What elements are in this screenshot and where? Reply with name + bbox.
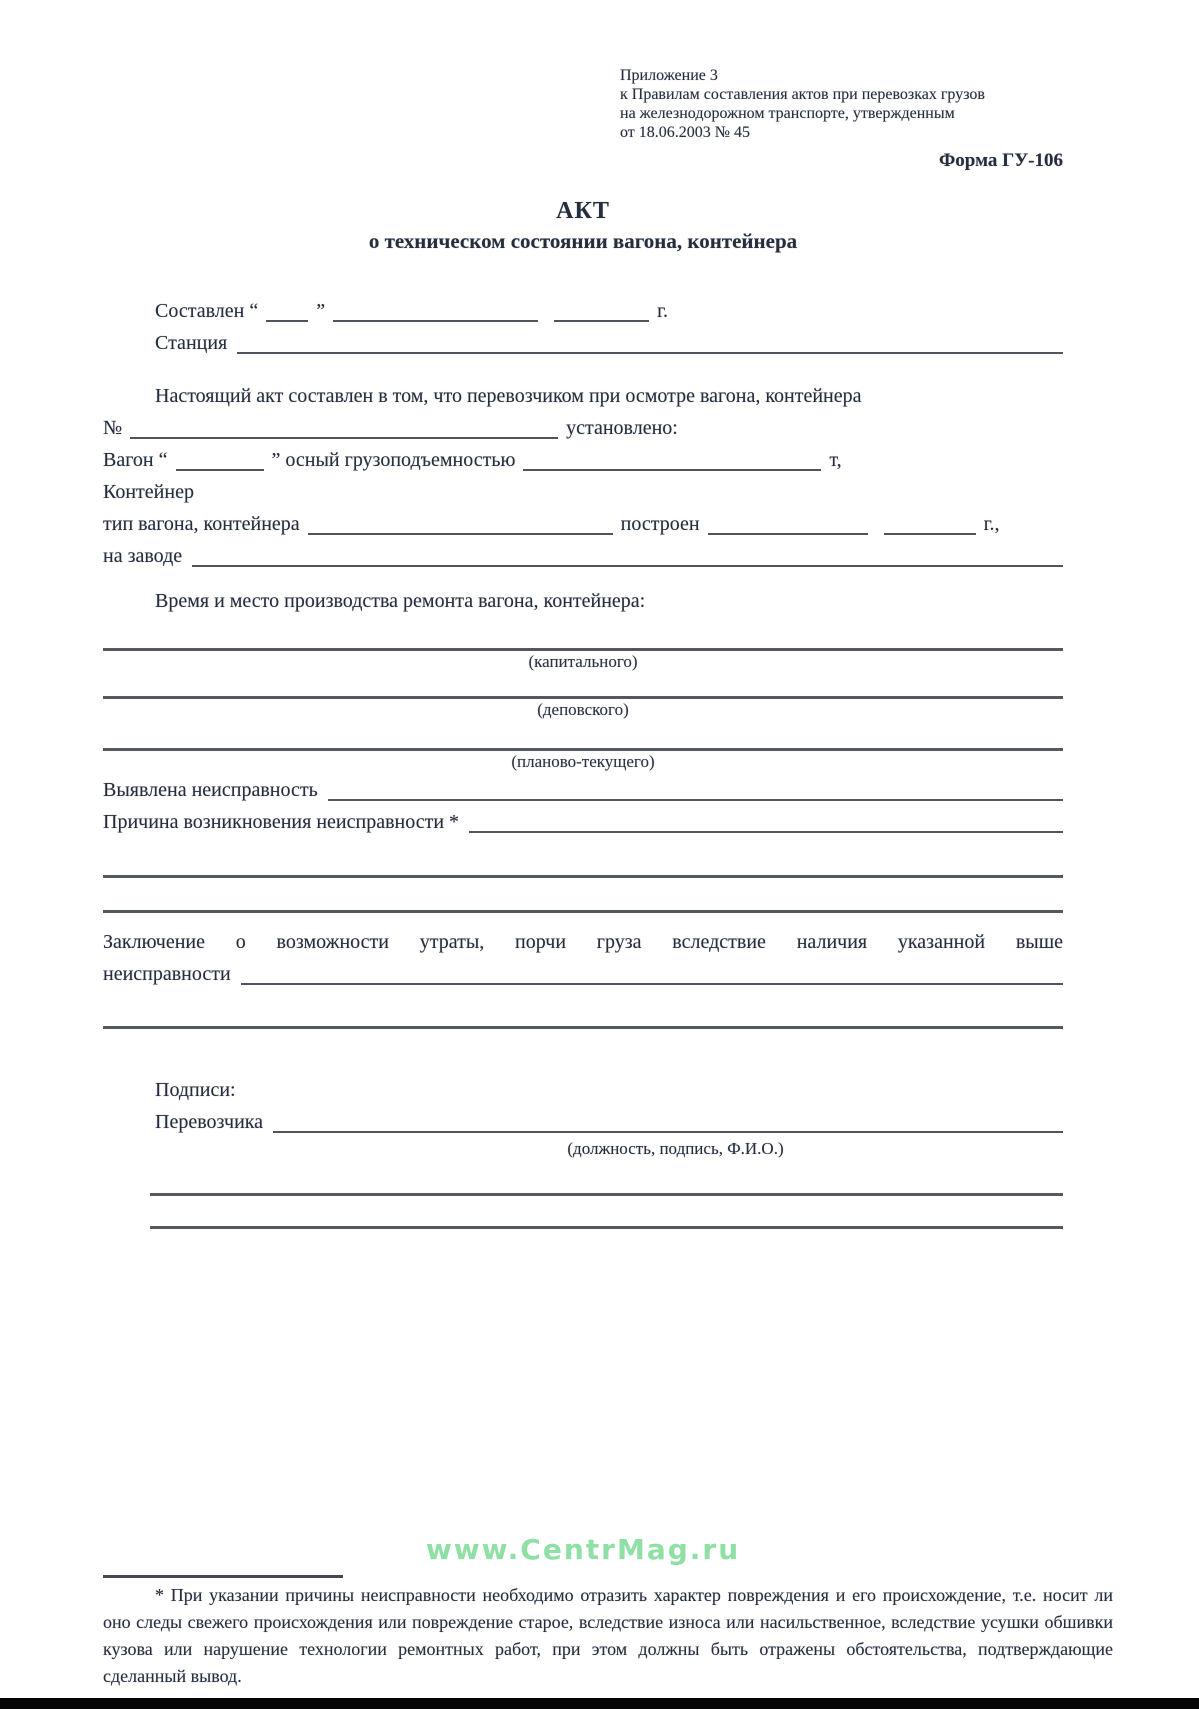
fill-line-type bbox=[308, 533, 613, 535]
fill-line-signature-2 bbox=[150, 1193, 1063, 1196]
carrier-row bbox=[103, 1106, 1063, 1138]
type-row bbox=[103, 508, 1063, 540]
fill-line-factory bbox=[192, 565, 1063, 567]
appendix-note-line: к Правилам составления актов при перевозках грузов bbox=[620, 86, 985, 103]
footnote-separator bbox=[103, 1575, 343, 1578]
form-code: Форма ГУ-106 bbox=[938, 150, 1063, 171]
built-year-suffix: г., bbox=[983, 513, 1000, 535]
footnote-text: * При указании причины неисправности необходимо отразить характер повреждения и его происхождение, т.е. носит ли оно следы свежего происхождения или повреждение старое, вследствие износа или насильственное, вследствие усушки обшивки кузова или нарушение технологии ремонтных работ, при этом должны быть отражены обстоятельства, подтверждающие сделанный вывод. bbox=[103, 1585, 1113, 1686]
fill-line-built-place bbox=[708, 533, 868, 535]
established-label: установлено: bbox=[566, 417, 678, 439]
container-row bbox=[103, 476, 1063, 508]
document-title: АКТ bbox=[556, 198, 610, 224]
wagon-row bbox=[103, 444, 1063, 476]
conclusion-row bbox=[103, 958, 1063, 990]
built-label: построен bbox=[620, 513, 700, 535]
fill-line-month bbox=[333, 320, 538, 322]
station-row bbox=[103, 327, 1063, 359]
fill-line-day bbox=[266, 320, 308, 322]
signatures-heading: Подписи: bbox=[155, 1079, 236, 1101]
malfunction-row bbox=[103, 774, 1063, 806]
carrier-label: Перевозчика bbox=[155, 1111, 264, 1133]
fill-line-conclusion bbox=[241, 983, 1063, 985]
fill-line-signature-3 bbox=[150, 1226, 1063, 1229]
caption-depot: (деповского) bbox=[537, 700, 629, 719]
signature-caption: (должность, подпись, Ф.И.О.) bbox=[567, 1139, 784, 1158]
caption-capital: (капитального) bbox=[528, 652, 638, 671]
container-label: Контейнер bbox=[103, 481, 194, 503]
composed-close-quote: ” bbox=[316, 300, 326, 322]
station-label: Станция bbox=[155, 332, 228, 354]
fill-line-blank-3 bbox=[103, 1026, 1063, 1029]
appendix-note-line: от 18.06.2003 № 45 bbox=[620, 124, 751, 141]
cause-label: Причина возникновения неисправности * bbox=[103, 811, 460, 833]
wagon-label: Вагон “ bbox=[103, 449, 168, 471]
composed-label: Составлен “ bbox=[155, 300, 259, 322]
number-row bbox=[103, 412, 1063, 444]
fill-line-malfunction bbox=[328, 799, 1063, 801]
conclusion-label: неисправности bbox=[103, 963, 231, 985]
conclusion-line: Заключение о возможности утраты, порчи груза вследствие наличия указанной выше bbox=[103, 931, 1063, 953]
number-label: № bbox=[103, 417, 123, 439]
type-label: тип вагона, контейнера bbox=[103, 513, 300, 535]
appendix-note-line: на железнодорожном транспорте, утвержденным bbox=[620, 105, 955, 122]
bottom-black-bar bbox=[0, 1698, 1199, 1709]
appendix-note-line: Приложение 3 bbox=[620, 67, 718, 84]
factory-label: на заводе bbox=[103, 545, 183, 567]
fill-line-axles bbox=[176, 469, 264, 471]
fill-line-blank-2 bbox=[103, 910, 1063, 913]
ton-suffix: т, bbox=[829, 449, 842, 471]
watermark-text: www.CentrMag.ru bbox=[425, 1533, 741, 1566]
year-suffix: г. bbox=[657, 300, 669, 322]
intro-paragraph: Настоящий акт составлен в том, что перевозчиком при осмотре вагона, контейнера bbox=[155, 385, 862, 407]
fill-line-station bbox=[237, 352, 1063, 354]
fill-line-blank-1 bbox=[103, 875, 1063, 878]
fill-line-capacity bbox=[523, 469, 821, 471]
composed-date-row bbox=[103, 295, 1063, 327]
malfunction-label: Выявлена неисправность bbox=[103, 779, 318, 801]
fill-line-carrier-signature bbox=[273, 1131, 1063, 1133]
fill-line-built-year bbox=[884, 533, 976, 535]
cause-row bbox=[103, 806, 1063, 838]
fill-line-year bbox=[554, 320, 649, 322]
factory-row bbox=[103, 540, 1063, 572]
appendix-note bbox=[620, 66, 1063, 142]
caption-planned: (планово-текущего) bbox=[511, 752, 655, 771]
repair-heading: Время и место производства ремонта вагона, контейнера: bbox=[155, 590, 646, 612]
fill-line-cause bbox=[469, 831, 1063, 833]
document-subtitle: о техническом состоянии вагона, контейнера bbox=[368, 229, 798, 253]
fill-line-number bbox=[130, 437, 558, 439]
wagon-axle-suffix: ” осный грузоподъемностью bbox=[271, 449, 516, 471]
